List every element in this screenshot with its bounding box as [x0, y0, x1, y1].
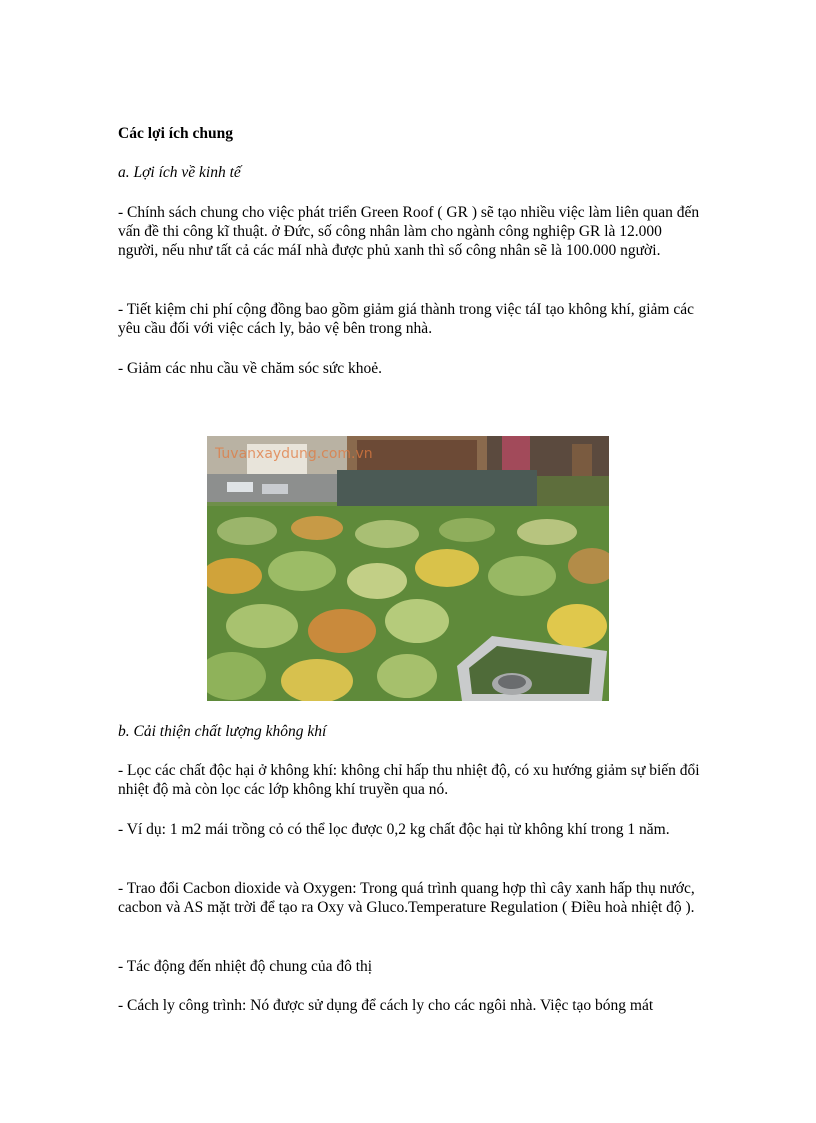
green-roof-photo: [207, 436, 609, 701]
photo-watermark: Tuvanxaydung.com.vn: [215, 446, 373, 462]
section-a-paragraph-2: - Tiết kiệm chi phí cộng đồng bao gồm giảm giá thành trong việc táI tạo không khí, giảm các yêu cầu đối với việc cách ly, bảo vệ bên trong nhà.: [118, 301, 694, 337]
section-b-paragraph-4: - Tác động đến nhiệt độ chung của đô thị: [118, 958, 373, 975]
section-b-paragraph-3: - Trao đổi Cacbon dioxide và Oxygen: Trong quá trình quang hợp thì cây xanh hấp thụ nước, cacbon và AS mặt trời để tạo ra Oxy và Gluco.Temperature Regulation ( Điều hoà nhiệt độ ).: [118, 880, 695, 916]
section-b-paragraph-1: - Lọc các chất độc hại ở không khí: không chỉ hấp thu nhiệt độ, có xu hướng giảm sự biến đổi nhiệt độ mà còn lọc các lớp không khí truyền qua nó.: [118, 762, 700, 798]
section-a-paragraph-1: - Chính sách chung cho việc phát triển Green Roof ( GR ) sẽ tạo nhiều việc làm liên quan đến vấn đề thi công kĩ thuật. ở Đức, số công nhân làm cho ngành công nghiệp GR là 12.000 người, nếu như tất cả các máI nhà được phủ xanh thì số công nhân sẽ là 100.000 người.: [118, 204, 700, 259]
section-a-paragraph-3: - Giảm các nhu cầu về chăm sóc sức khoẻ.: [118, 360, 383, 377]
section-b-title: b. Cải thiện chất lượng không khí: [118, 723, 327, 740]
section-a-title: a. Lợi ích về kinh tế: [118, 164, 241, 181]
section-b-paragraph-5: - Cách ly công trình: Nó được sử dụng để cách ly cho các ngôi nhà. Việc tạo bóng mát: [118, 997, 654, 1014]
section-b-paragraph-2: - Ví dụ: 1 m2 mái trồng cỏ có thể lọc được 0,2 kg chất độc hại từ không khí trong 1 năm.: [118, 821, 670, 838]
document-heading: Các lợi ích chung: [118, 125, 233, 142]
